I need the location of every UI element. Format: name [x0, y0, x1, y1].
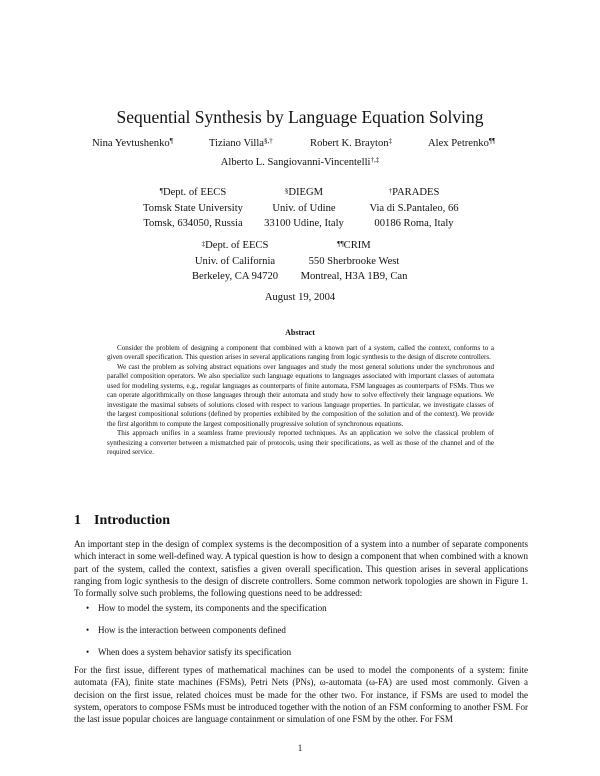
bullet-icon: •: [86, 647, 90, 657]
list-item: • When does a system behavior satisfy its specification: [86, 647, 292, 657]
affiliation-block: ¶Dept. of EECS Tomsk State University Tomsk, 634050, Russia: [143, 187, 243, 229]
affiliation-block: ‡Dept. of EECS Univ. of California Berkeley, CA 94720: [191, 240, 279, 282]
list-item: • How to model the system, its components and the specification: [86, 603, 327, 613]
abstract-text: [107, 344, 494, 457]
paper-title: Sequential Synthesis by Language Equation Solving: [116, 107, 484, 127]
bullet-icon: •: [86, 603, 90, 613]
author-name: Nina Yevtushenko¶: [92, 137, 173, 149]
section-heading: 1 Introduction: [74, 513, 170, 528]
bullet-icon: •: [86, 625, 90, 635]
list-item: • How is the interaction between components defined: [86, 625, 286, 635]
abstract-paragraph: This approach unifies in a seamless frame previously reported techniques. As an application we solve the classical problem of synthesizing a converter between a mismatched pair of protocols, using their specifications, as well as those of the channel and of the required service.: [107, 429, 494, 456]
author-name: Alex Petrenko¶¶: [428, 137, 496, 149]
abstract-paragraph: Consider the problem of designing a component that combined with a known part of a system, called the context, conforms to a given overall specification. This question arises in several applications ranging from logic synthesis to the design of discrete controllers.: [107, 344, 494, 362]
author-list: [0, 138, 600, 154]
author-name: Alberto L. Sangiovanni-Vincentelli†,‡: [220, 156, 380, 168]
affiliation-block: §DIEGM Univ. of Udine 33100 Udine, Italy: [264, 187, 344, 229]
body-paragraph: An important step in the design of complex systems is the decomposition of a system into a number of separate components which interact in some well-defined way. A typical question is how to design a component that when combined with a known part of the system, called the context, satisfies a given overall specification. This question arises in several applications ranging from logic synthesis to the design of discrete controllers. Some common network topologies are shown in Figure 1. To formally solve such problems, the following questions need to be addressed:: [74, 539, 528, 599]
publication-date: August 19, 2004: [264, 292, 336, 303]
body-paragraph: For the first issue, different types of mathematical machines can be used to model the components of a system: finite automata (FA), finite state machines (FSMs), Petri Nets (PNs), ω-automata (ω-FA) are used most commonly. Given a decision on the first issue, related choices must be made for the other two. For instance, if FSMs are used to model the system, operators to compose FSMs must be introduced together with the notion of an FSM conforming to another FSM. For the last issue popular choices are language containment or simulation of one FSM by the other. For FSM: [74, 665, 528, 725]
author-name: Tiziano Villa§,†: [209, 137, 273, 149]
author-name: Robert K. Brayton‡: [310, 137, 393, 149]
abstract-paragraph: We cast the problem as solving abstract equations over languages and study the most general solutions under the synchronous and parallel composition operators. We also specialize such language equations to languages associated with important classes of automata used for modeling systems, e.g., regular languages as counterparts of finite automata, FSM languages as counterparts of FSMs. Thus we can operate algorithmically on those languages through their automata and study how to solve effectively their language equations. We investigate the maximal subsets of solutions closed with respect to various language properties. In particular, we investigate classes of the largest compositional solutions (defined by properties exhibited by the composition of the solution and of the context). We provide the first algorithm to compute the largest compositionally progressive solution of synchronous equations.: [107, 362, 494, 428]
page-number: 1: [297, 743, 303, 753]
affiliation-block: ¶¶CRIM 550 Sherbrooke West Montreal, H3A 1B9, Can: [300, 240, 408, 282]
abstract-heading: Abstract: [285, 328, 315, 337]
affiliation-block: †PARADES Via di S.Pantaleo, 66 00186 Roma, Italy: [369, 187, 459, 229]
